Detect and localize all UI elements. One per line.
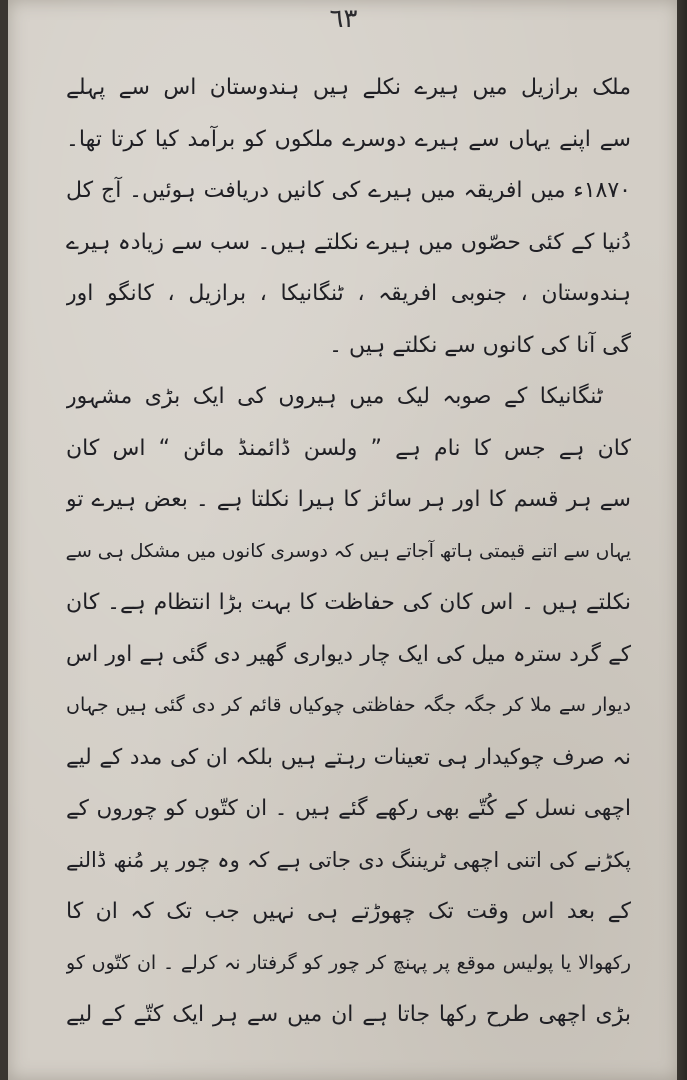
text-line: ہندوستان ، جنوبی افریقہ ، ٹنگانیکا ، برازیل ، کانگو اور [66, 281, 631, 306]
text-line: کے گرد سترہ میل کی ایک چار دیواری گھیر دی گئی ہے اور اس [66, 641, 631, 667]
text-line: رکھوالا یا پولیس موقع پر پہنچ کر چور کو گرفتار نہ کرلے ۔ ان کتّوں کو [66, 951, 631, 974]
book-page [8, 0, 679, 1080]
text-line: ملک برازیل میں ہیرے نکلے ہیں ہندوستان اس سے پہلے [66, 75, 631, 100]
text-line: گی آنا کی کانوں سے نکلتے ہیں ۔ [329, 332, 631, 358]
text-line: کے بعد اس وقت تک چھوڑتے ہی نہیں جب تک کہ ان کا [66, 899, 631, 924]
text-line: ٹنگانیکا کے صوبہ لیک میں ہیروں کی ایک بڑی مشہور [66, 384, 603, 409]
body-text [66, 62, 631, 1041]
text-line: بڑی اچھی طرح رکھا جاتا ہے ان میں سے ہر ایک کتّے کے لیے [66, 1002, 631, 1027]
text-line: اچھی نسل کے کُتّے بھی رکھے گئے ہیں ۔ ان کتّوں کو چوروں کے [66, 796, 631, 821]
page-edge-shadow [677, 0, 687, 1080]
text-line: سے اپنے یہاں سے ہیرے دوسرے ملکوں کو برآمد کیا کرتا تھا۔ [66, 126, 631, 152]
text-line: پکڑنے کی اتنی اچھی ٹریننگ دی جاتی ہے کہ وہ چور پر مُنھ ڈالنے [66, 847, 631, 872]
text-line: نہ صرف چوکیدار ہی تعینات رہتے ہیں بلکہ ان کی مدد کے لیے [66, 744, 631, 770]
page-number: ٦٣ [329, 4, 358, 34]
text-line: کان ہے جس کا نام ہے ” ولسن ڈائمنڈ مائن “ اس کان [66, 435, 631, 461]
text-line: یہاں سے اتنے قیمتی ہاتھ آجاتے ہیں کہ دوسری کانوں میں مشکل ہی سے [66, 540, 631, 562]
text-line: دُنیا کے کئی حصّوں میں ہیرے نکلتے ہیں۔ سب سے زیادہ ہیرے [66, 229, 631, 255]
text-line: سے ہر قسم کا اور ہر سائز کا ہیرا نکلتا ہے ۔ بعض ہیرے تو [66, 487, 631, 512]
text-line: نکلتے ہیں ۔ اس کان کی حفاظت کا بہت بڑا انتظام ہے۔ کان [66, 590, 631, 615]
text-line: ۱۸۷۰ء میں افریقہ میں ہیرے کی کانیں دریافت ہوئیں۔ آج کل [66, 178, 631, 203]
text-line: دیوار سے ملا کر جگہ جگہ حفاظتی چوکیاں قائم کر دی گئی ہیں جہاں [66, 694, 631, 716]
